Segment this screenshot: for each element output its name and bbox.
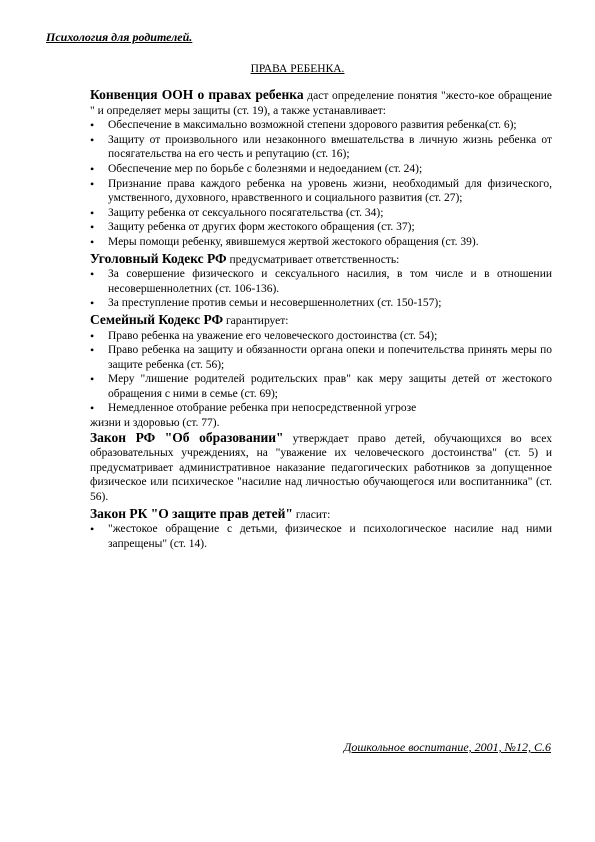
section-lead: Конвенция ООН о правах ребенка: [90, 87, 304, 102]
document-body: [90, 88, 552, 551]
list-item: • Обеспечение мер по борьбе с болезнями и недоеданием (ст. 24);: [90, 162, 552, 177]
section-un-convention: [90, 88, 552, 250]
page-header: Психология для родителей.: [46, 30, 193, 44]
section-intro: гарантирует:: [223, 314, 289, 327]
section-intro: гласит:: [292, 508, 331, 521]
list-item: • Защиту от произвольного или незаконного вмешательства в личную жизнь ребенка от посягательства на его честь и репутацию (ст. 16);: [90, 133, 552, 162]
list-item: • Меру "лишение родителей родительских прав" как меру защиты детей от жестокого обращения с ними в семье (ст. 69);: [90, 372, 552, 401]
section-lead: Семейный Кодекс РФ: [90, 311, 224, 327]
list-item: • Обеспечение в максимально возможной степени здорового развития ребенка(ст. 6);: [90, 118, 552, 133]
section-heading: [90, 507, 552, 523]
section-lead: Закон РК "О защите прав детей": [90, 505, 293, 521]
list-item: • "жестокое обращение с детьми, физическое и психологическое насилие над ними запрещены" (ст. 14).: [90, 522, 552, 551]
list-item: • За совершение физического и сексуального насилия, в том числе и в отношении несовершеннолетних (ст. 106-136).: [90, 267, 552, 296]
source-citation: Дошкольное воспитание, 2001, №12, С.6: [343, 740, 551, 754]
bullet-list: [90, 118, 552, 249]
list-item: • Защиту ребенка от других форм жестокого обращения (ст. 37);: [90, 220, 552, 235]
section-heading: [90, 313, 552, 329]
section-intro: даст определение понятия "жесто-кое обращение " и определяет меры защиты (ст. 19), а также устанавливает:: [90, 90, 553, 117]
section-heading: [90, 252, 552, 268]
section-heading: [90, 88, 552, 118]
section-lead: Закон РФ "Об образовании": [90, 429, 284, 445]
section-education-law: [90, 431, 552, 505]
section-intro: предусматривает ответственность:: [226, 253, 400, 266]
list-item: • Право ребенка на уважение его человеческого достоинства (ст. 54);: [90, 329, 552, 344]
bullet-list: [90, 329, 552, 417]
list-item: • За преступление против семьи и несовершеннолетних (ст. 150-157);: [90, 296, 552, 311]
list-item: • Немедленное отобрание ребенка при непосредственной угрозе: [90, 401, 552, 416]
page-title: ПРАВА РЕБЕНКА.: [250, 63, 345, 75]
section-heading: [90, 431, 552, 505]
section-child-rights-law: [90, 507, 552, 552]
bullet-list: [90, 267, 552, 311]
list-item: • Меры помощи ребенку, явившемуся жертвой жестокого обращения (ст. 39).: [90, 235, 552, 250]
list-item: • Защиту ребенка от сексуального посягательства (ст. 34);: [90, 206, 552, 221]
section-intro: утверждает право детей, обучающихся во всех образовательных учреждениях, на "уважение их человеческого достоинства" (ст. 5) и предусматривает административное наказание педагогических работников за допущенное физическое или психическое "насилие над личностью обучающегося или воспитанника" (ст. 56).: [90, 432, 553, 504]
list-item: • Право ребенка на защиту и обязанности органа опеки и попечительства принять меры по защите ребенка (ст. 56);: [90, 343, 552, 372]
section-family-code: [90, 313, 552, 431]
section-lead: Уголовный Кодекс РФ: [90, 250, 227, 266]
list-item: • Признание права каждого ребенка на уровень жизни, необходимый для физического, умственного, духовного, нравственного и социального развития (ст. 27);: [90, 177, 552, 206]
bullet-list: [90, 522, 552, 551]
section-criminal-code: [90, 252, 552, 311]
section-tail: жизни и здоровью (ст. 77).: [90, 417, 220, 430]
